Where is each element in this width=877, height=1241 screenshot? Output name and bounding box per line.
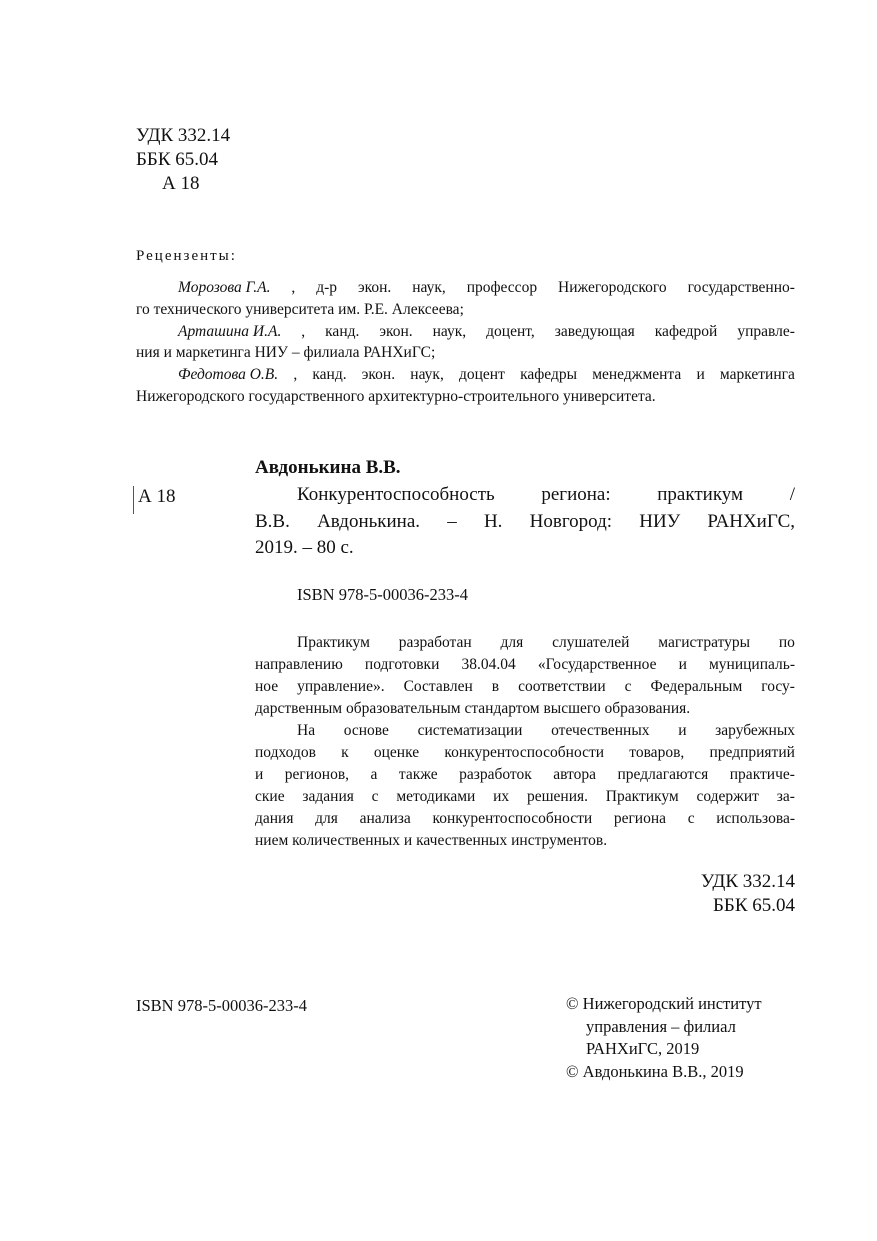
reviewer-2-details-cont: ния и маркетинга НИУ – филиала РАНХиГС;: [136, 344, 436, 362]
abstract-line: ное управление». Составлен в соответствии с Федеральным госу-: [255, 678, 795, 695]
reviewer-1-name: Морозова Г.А.: [178, 279, 271, 296]
reviewer-3-name: Федотова О.В.: [178, 366, 279, 384]
author-mark: А 18: [162, 173, 200, 194]
abstract-line: На основе систематизации отечественных и зарубежных: [297, 722, 795, 739]
abstract-line: Практикум разработан для слушателей магистратуры по: [297, 634, 795, 651]
copyright-line: © Нижегородский институт: [566, 994, 762, 1013]
bibliographic-entry: [255, 482, 795, 562]
reviewer-3-details: ,: [293, 366, 298, 384]
abstract-line: и регионов, а также разработок автора предлагаются практиче-: [255, 766, 795, 783]
reviewers-list: [136, 277, 795, 408]
title-line-2: В.В. Авдонькина. – Н. Новгород: НИУ РАНХиГС,: [255, 510, 795, 532]
bbk-code-bottom: ББК 65.04: [713, 895, 795, 916]
reviewers-heading: Рецензенты:: [136, 248, 237, 264]
abstract: [255, 632, 795, 852]
reviewer-2-details: ,: [301, 322, 306, 340]
reviewer-3-details-cont: Нижегородского государственного архитектурно-строительного университета.: [136, 387, 656, 405]
abstract-line: направлению подготовки 38.04.04 «Государственное и муниципаль-: [255, 656, 795, 673]
udk-code: УДК 332.14: [136, 125, 231, 146]
title-line-3: 2019. – 80 с.: [255, 537, 354, 558]
reviewer-2-name: Арташина И.А.: [178, 322, 282, 340]
abstract-line: дарственным образовательным стандартом высшего образования.: [255, 700, 691, 717]
abstract-line: ские задания с методиками их решения. Практикум содержит за-: [255, 788, 795, 805]
isbn-entry: ISBN 978-5-00036-233-4: [297, 585, 468, 604]
copyright-line: РАНХиГС, 2019: [586, 1039, 700, 1058]
bottom-classification-codes: [600, 870, 795, 918]
abstract-line: подходов к оценке конкурентоспособности товаров, предприятий: [255, 744, 795, 761]
reviewer-3: Федотова О.В. , канд. экон. наук, доцент кафедры менеджмента и маркетинга: [136, 364, 795, 386]
abstract-line: нием количественных и качественных инструментов.: [255, 832, 608, 849]
abstract-line: дания для анализа конкурентоспособности региона с использова-: [255, 810, 795, 827]
copyright-line: управления – филиал: [586, 1016, 736, 1036]
udk-code-bottom: УДК 332.14: [700, 871, 795, 892]
footer-isbn: ISBN 978-5-00036-233-4: [136, 996, 307, 1015]
margin-author-mark: А 18: [133, 486, 175, 514]
copyright-line: © Авдонькина В.В., 2019: [566, 1061, 744, 1081]
title-line-1: Конкурентоспособность региона: практикум /: [297, 484, 795, 505]
reviewer-2: Арташина И.А. , канд. экон. наук, доцент, заведующая кафедрой управле-: [136, 321, 795, 343]
author-heading: Авдонькина В.В.: [255, 457, 401, 478]
top-classification-codes: [136, 124, 230, 196]
bbk-code: ББК 65.04: [136, 149, 218, 170]
copyright-block: [566, 993, 762, 1083]
reviewer-1-details: ,: [291, 279, 296, 296]
reviewer-1-details-cont: го технического университета им. Р.Е. Алексеева;: [136, 300, 464, 318]
reviewer-1: Морозова Г.А. , д-р экон. наук, профессор Нижегородского государственно-: [136, 277, 795, 299]
